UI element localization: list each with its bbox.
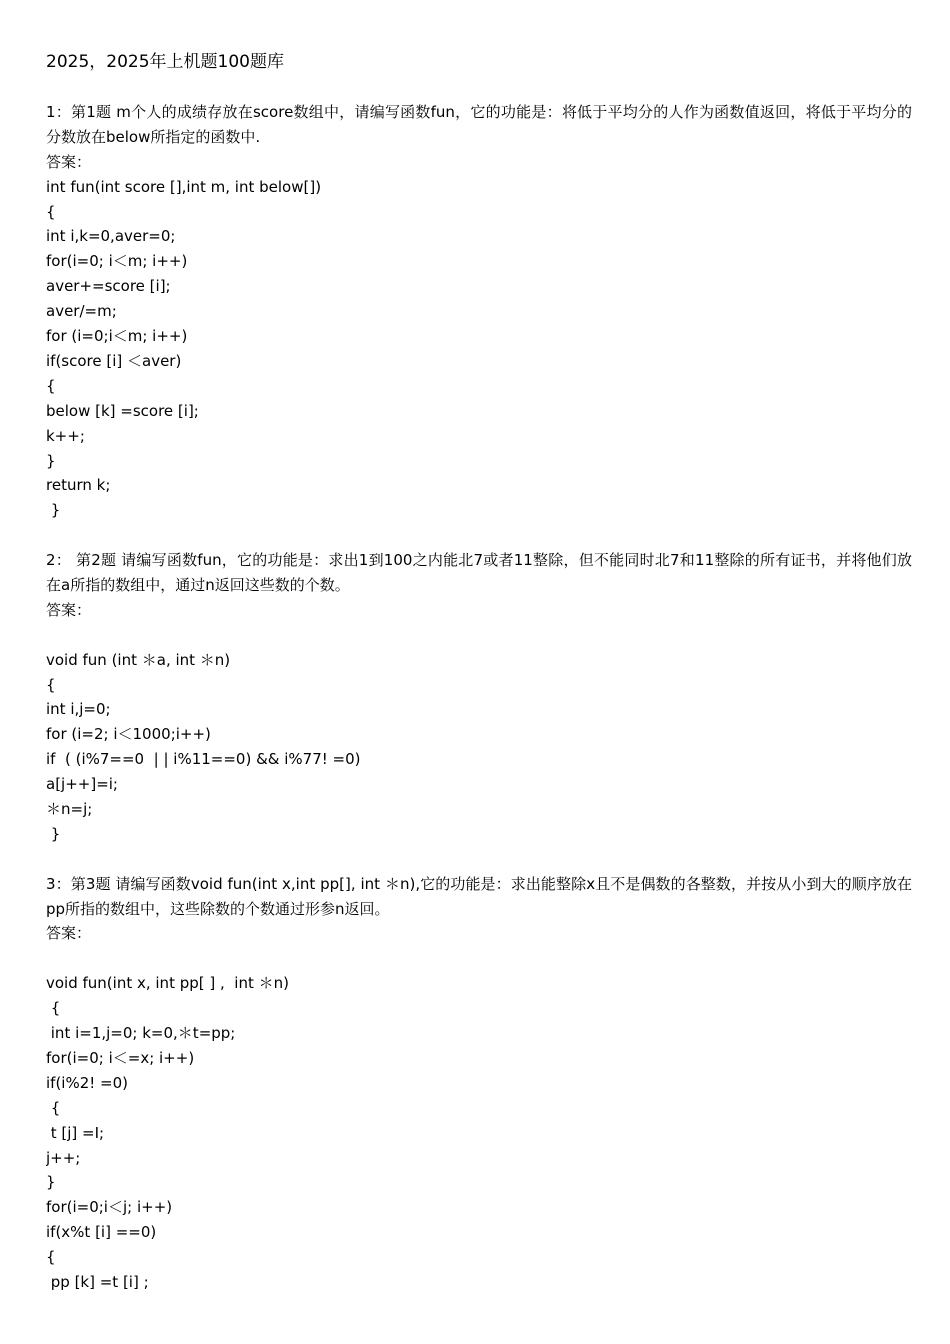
code-line: k++; — [46, 426, 85, 445]
answer-label: 答案： — [46, 152, 92, 171]
question-text: 3：第3题 请编写函数void fun(int x,int pp[], int ＊n),它的功能是：求出能整除x且不是偶数的各整数，并按从小到大的顺序放在pp所指的数组中，这些除数的个数通过形参n返回。 — [46, 874, 912, 918]
blank-line — [46, 847, 912, 872]
code-line: int fun(int score [],int m, int below[]) — [46, 177, 322, 196]
code-line: int i,k=0,aver=0; — [46, 227, 176, 246]
document-page — [46, 50, 912, 1295]
code-line: for(i=0; i＜=x; i++) — [46, 1048, 195, 1067]
code-line: { — [46, 202, 56, 221]
code-line: { — [46, 376, 56, 395]
code-line: void fun (int ＊a, int ＊n) — [46, 650, 231, 669]
code-line: { — [46, 1248, 56, 1267]
question-list — [46, 100, 912, 1295]
question-block — [46, 872, 912, 1295]
code-line: t [j] =I; — [46, 1123, 105, 1142]
code-line: if(score [i] ＜aver) — [46, 351, 182, 370]
blank-line — [46, 946, 912, 971]
code-line: for(i=0; i＜m; i++) — [46, 252, 188, 271]
code-line: ＊n=j; — [46, 800, 93, 818]
code-line: return k; — [46, 476, 111, 495]
code-line: int i,j=0; — [46, 700, 111, 719]
code-line: int i=1,j=0; k=0,＊t=pp; — [46, 1024, 236, 1043]
document-title: 2025，2025年上机题100题库 — [46, 52, 284, 72]
code-line: { — [46, 675, 56, 694]
code-line: below [k] =score [i]; — [46, 401, 199, 420]
code-line: } — [46, 824, 61, 843]
code-line: { — [46, 999, 61, 1018]
code-line: for (i=0;i＜m; i++) — [46, 327, 188, 346]
code-line: aver+=score [i]; — [46, 277, 171, 296]
code-line: if(i%2! =0) — [46, 1073, 129, 1092]
code-line: } — [46, 501, 61, 520]
question-block — [46, 100, 912, 548]
code-line: pp [k] =t [i] ; — [46, 1272, 149, 1291]
spacer — [46, 75, 912, 100]
question-block — [46, 548, 912, 872]
question-text: 1：第1题 m个人的成绩存放在score数组中，请编写函数fun，它的功能是：将低于平均分的人作为函数值返回，将低于平均分的分数放在below所指定的函数中. — [46, 103, 912, 146]
code-line: for(i=0;i＜j; i++) — [46, 1198, 173, 1217]
code-line: if ( (i%7==0 | | i%11==0) && i%77! =0) — [46, 750, 361, 769]
code-line: aver/=m; — [46, 302, 117, 321]
code-line: } — [46, 1173, 56, 1192]
code-line: for (i=2; i＜1000;i++) — [46, 725, 211, 744]
blank-line — [46, 623, 912, 648]
code-line: a[j++]=i; — [46, 775, 118, 794]
code-line: } — [46, 451, 56, 470]
code-line: if(x%t [i] ==0) — [46, 1223, 157, 1242]
question-text: 2： 第2题 请编写函数fun，它的功能是：求出1到100之内能北7或者11整除，但不能同时北7和11整除的所有证书，并将他们放在a所指的数组中，通过n返回这些数的个数。 — [46, 551, 912, 594]
answer-label: 答案： — [46, 600, 92, 619]
blank-line — [46, 523, 912, 548]
code-line: void fun(int x, int pp[ ] , int ＊n) — [46, 974, 289, 993]
code-line: { — [46, 1098, 61, 1117]
answer-label: 答案： — [46, 924, 92, 943]
code-line: j++; — [46, 1148, 81, 1167]
